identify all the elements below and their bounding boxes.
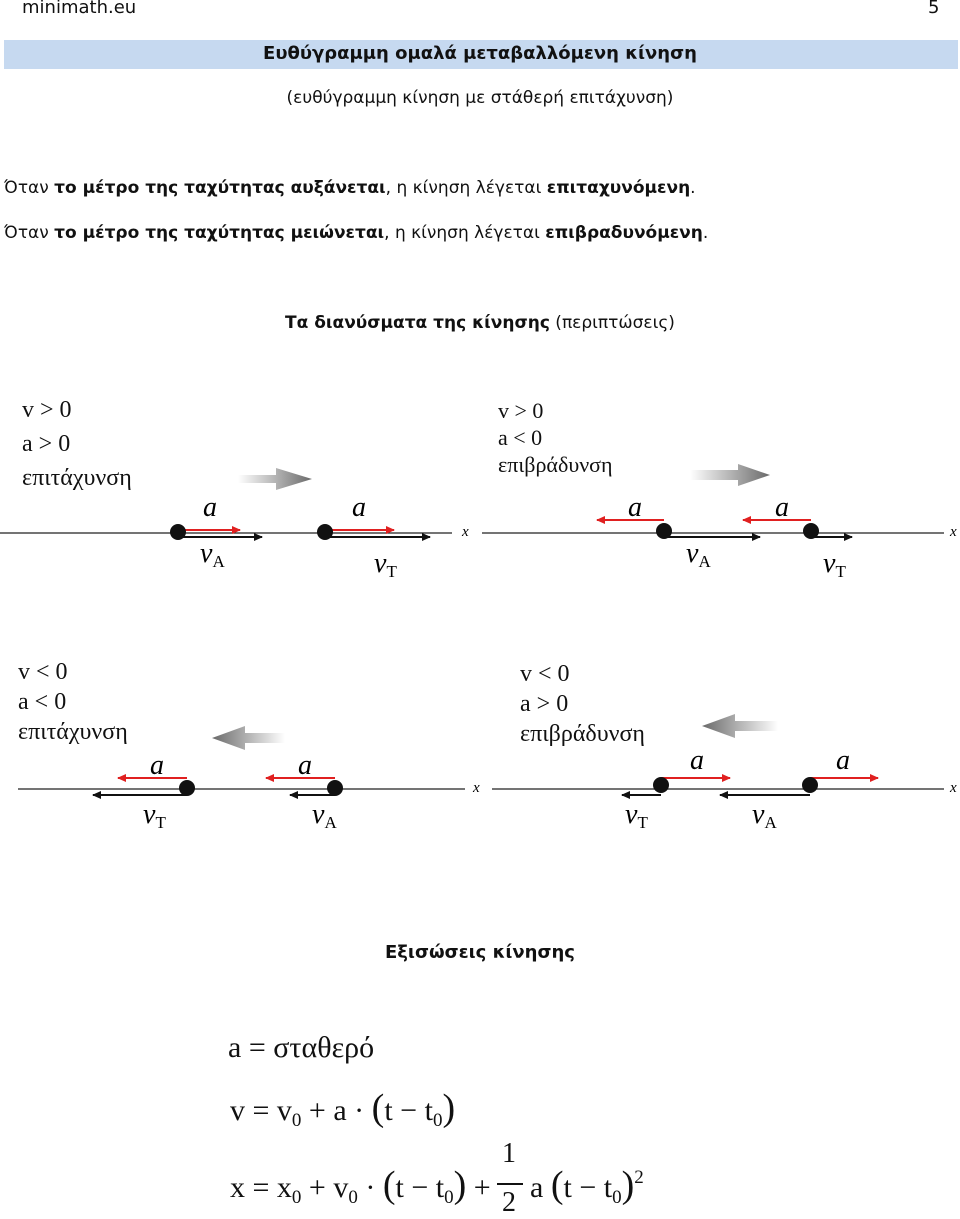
case-1-diagram (0, 468, 469, 581)
equation-acceleration-constant: a = σταθερό (228, 1031, 375, 1064)
accel-label: a (836, 745, 850, 776)
direction-arrow-right (690, 464, 770, 486)
fraction-numerator: 1 (502, 1138, 516, 1169)
definition-accelerating: Όταν το μέτρο της ταχύτητας αυξάνεται, η κίνηση λέγεται επιταχυνόμενη. (4, 178, 696, 198)
case-1-conditions: v > 0 a > 0 επιτάχυνση (22, 397, 132, 491)
direction-arrow-left (702, 714, 778, 738)
accel-label: a (150, 750, 164, 781)
particle-dot (317, 524, 333, 540)
accel-label: a (690, 745, 704, 776)
equation-position-tail: a $(t - t_0)^2$ (530, 1164, 644, 1208)
direction-arrow-left (212, 726, 285, 750)
direction-arrow-right (238, 468, 312, 490)
page-number: 5 (928, 0, 940, 18)
cases-heading: Τα διανύσματα της κίνησης (περιπτώσεις) (285, 313, 675, 333)
particle-dot (179, 780, 195, 796)
case-4-diagram (492, 714, 957, 832)
axis-label: x (950, 780, 957, 796)
particle-dot (653, 777, 669, 793)
axis-label: x (462, 524, 469, 540)
velocity-label: vA (752, 799, 777, 832)
velocity-label: vA (686, 538, 711, 571)
fraction-denominator: 2 (502, 1187, 516, 1218)
case-2-conditions: v > 0 a < 0 επιβράδυνση (498, 398, 613, 477)
velocity-label: vT (625, 799, 648, 832)
velocity-label: vT (823, 548, 846, 581)
accel-label: a (203, 492, 217, 523)
equations-heading: Εξισώσεις κίνησης (385, 942, 575, 963)
particle-dot (170, 524, 186, 540)
case-3-diagram (18, 726, 480, 832)
definition-decelerating: Όταν το μέτρο της ταχύτητας μειώνεται, η κίνηση λέγεται επιβραδυνόμενη. (4, 223, 709, 243)
case-4-conditions: v < 0 a > 0 επιβράδυνση (520, 661, 645, 747)
axis-label: x (950, 524, 957, 540)
equation-velocity: $v = v_0 + a \cdot (t - t_0)$ (230, 1087, 456, 1131)
page-title: Ευθύγραμμη ομαλά μεταβαλλόμενη κίνηση (263, 43, 697, 64)
velocity-label: vT (374, 548, 397, 581)
fraction-bar (497, 1183, 523, 1185)
equation-position: $x = x_0 + v_0 \cdot (t - t_0)$ + (230, 1164, 491, 1208)
axis-label: x (473, 780, 480, 796)
particle-dot (656, 523, 672, 539)
case-3-conditions: v < 0 a < 0 επιτάχυνση (18, 659, 128, 745)
page-subtitle: (ευθύγραμμη κίνηση με στάθερή επιτάχυνση) (286, 88, 674, 108)
accel-label: a (628, 492, 642, 523)
velocity-label: vA (200, 538, 225, 571)
accel-label: a (775, 492, 789, 523)
particle-dot (803, 523, 819, 539)
case-2-diagram (482, 464, 957, 581)
site-name: minimath.eu (22, 0, 137, 18)
accel-label: a (298, 750, 312, 781)
velocity-label: vT (143, 799, 166, 832)
particle-dot (327, 780, 343, 796)
particle-dot (802, 777, 818, 793)
velocity-label: vA (312, 799, 337, 832)
accel-label: a (352, 492, 366, 523)
